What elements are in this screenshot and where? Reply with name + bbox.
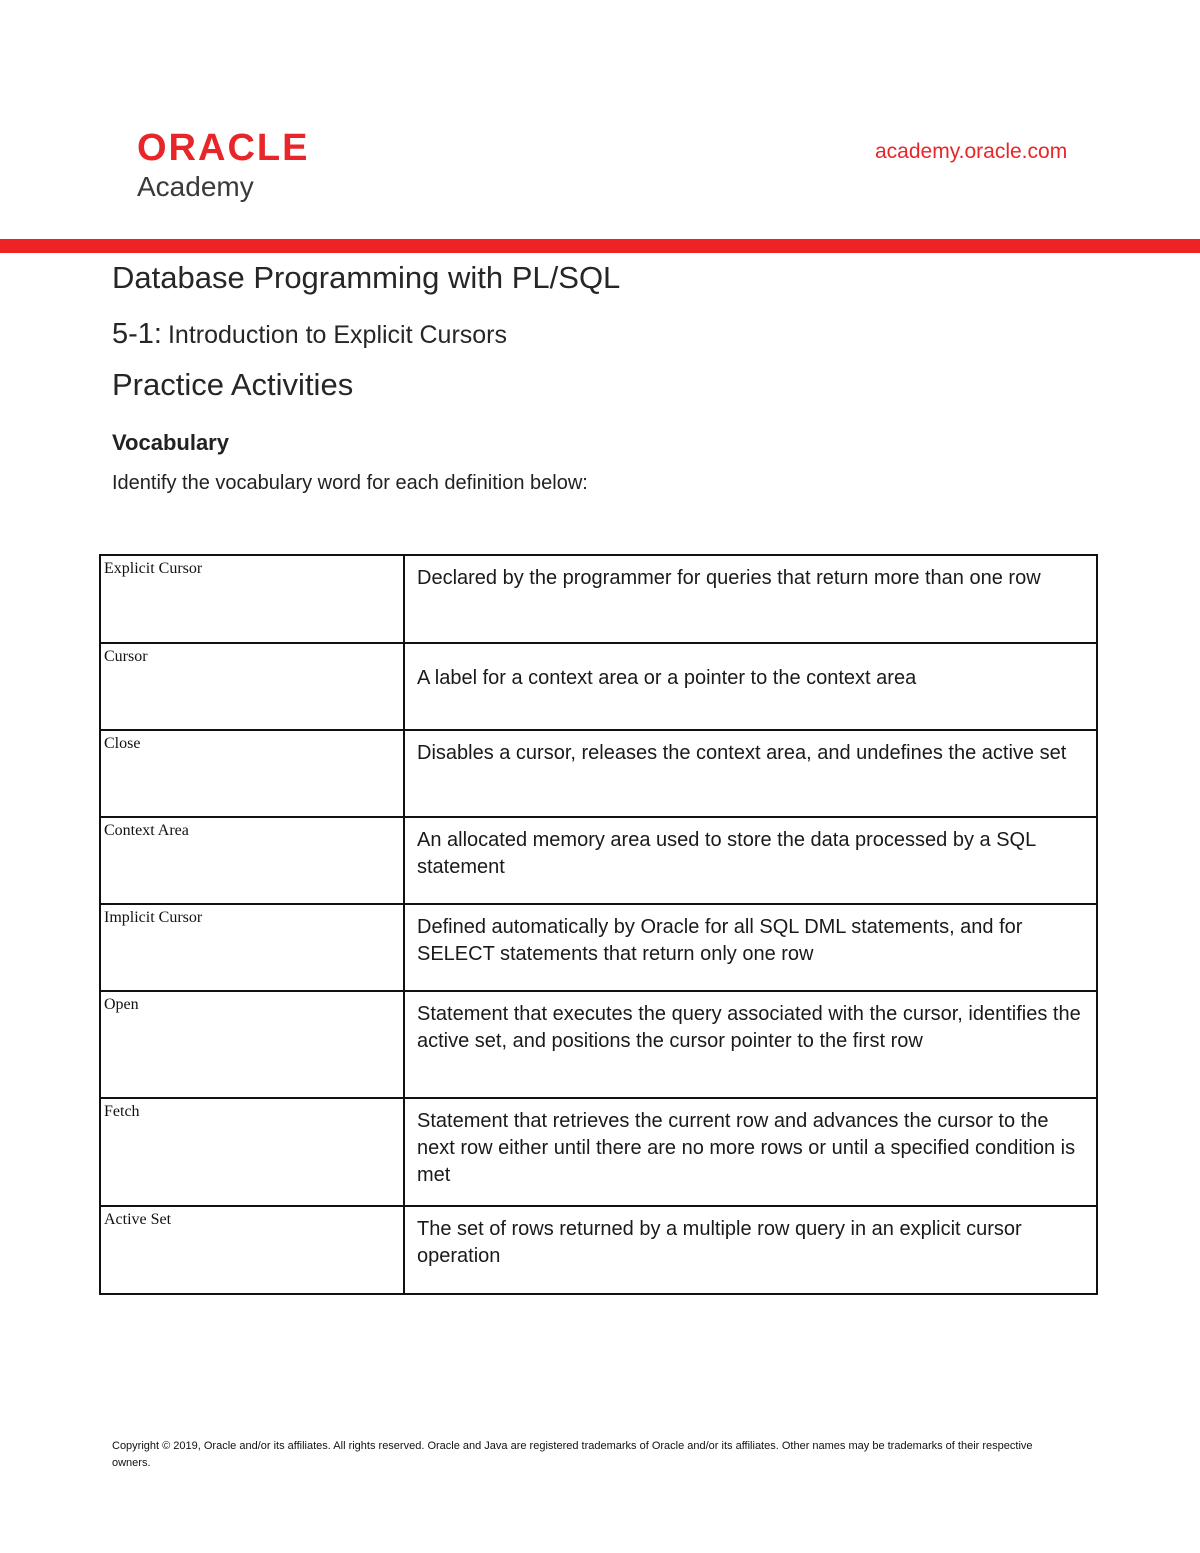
- table-row: [100, 991, 1097, 1098]
- vocab-definition: The set of rows returned by a multiple row query in an explicit cursor operation: [404, 1206, 1097, 1294]
- oracle-logo-graphic: [137, 128, 357, 208]
- vocab-term: Cursor: [100, 643, 404, 730]
- vocab-term: Implicit Cursor: [100, 904, 404, 991]
- vocab-term: Fetch: [100, 1098, 404, 1206]
- site-url: academy.oracle.com: [875, 140, 1068, 163]
- vocab-definition: An allocated memory area used to store the data processed by a SQL statement: [404, 817, 1097, 904]
- table-row: [100, 730, 1097, 817]
- header-divider: [0, 239, 1200, 253]
- lesson-number: 5-1:: [112, 318, 162, 350]
- section-title: Practice Activities: [112, 367, 354, 402]
- vocab-term: Explicit Cursor: [100, 555, 404, 643]
- table-row: [100, 817, 1097, 904]
- vocab-definition: Declared by the programmer for queries that return more than one row: [404, 555, 1097, 643]
- vocab-definition: Disables a cursor, releases the context area, and undefines the active set: [404, 730, 1097, 817]
- logo-oracle-wordmark: ORACLE: [137, 128, 310, 169]
- table-row: [100, 1098, 1097, 1206]
- vocab-definition: A label for a context area or a pointer to the context area: [404, 643, 1097, 730]
- vocabulary-heading: Vocabulary: [112, 430, 229, 455]
- lesson-title: [112, 318, 507, 351]
- vocab-definition: Defined automatically by Oracle for all SQL DML statements, and for SELECT statements that return only one row: [404, 904, 1097, 991]
- lesson-name: Introduction to Explicit Cursors: [167, 321, 508, 349]
- vocab-definition: Statement that executes the query associated with the cursor, identifies the active set, and positions the cursor pointer to the first row: [404, 991, 1097, 1098]
- course-title: Database Programming with PL/SQL: [112, 260, 621, 295]
- vocab-term: Active Set: [100, 1206, 404, 1294]
- table-row: [100, 1206, 1097, 1294]
- vocab-definition: Statement that retrieves the current row and advances the cursor to the next row either until there are no more rows or until a specified condition is met: [404, 1098, 1097, 1206]
- vocabulary-table: [99, 554, 1098, 1295]
- vocab-term: Context Area: [100, 817, 404, 904]
- vocab-term: Close: [100, 730, 404, 817]
- logo-academy-wordmark: Academy: [137, 171, 254, 202]
- table-row: [100, 643, 1097, 730]
- vocabulary-instruction: Identify the vocabulary word for each definition below:: [112, 472, 588, 494]
- table-row: [100, 904, 1097, 991]
- table-row: [100, 555, 1097, 643]
- vocab-term: Open: [100, 991, 404, 1098]
- copyright-footer: Copyright © 2019, Oracle and/or its affiliates. All rights reserved. Oracle and Java are registered trademarks of Oracle and/or its affiliates. Other names may be trademarks of their respective owners.: [112, 1440, 1033, 1469]
- oracle-academy-logo: [137, 128, 357, 208]
